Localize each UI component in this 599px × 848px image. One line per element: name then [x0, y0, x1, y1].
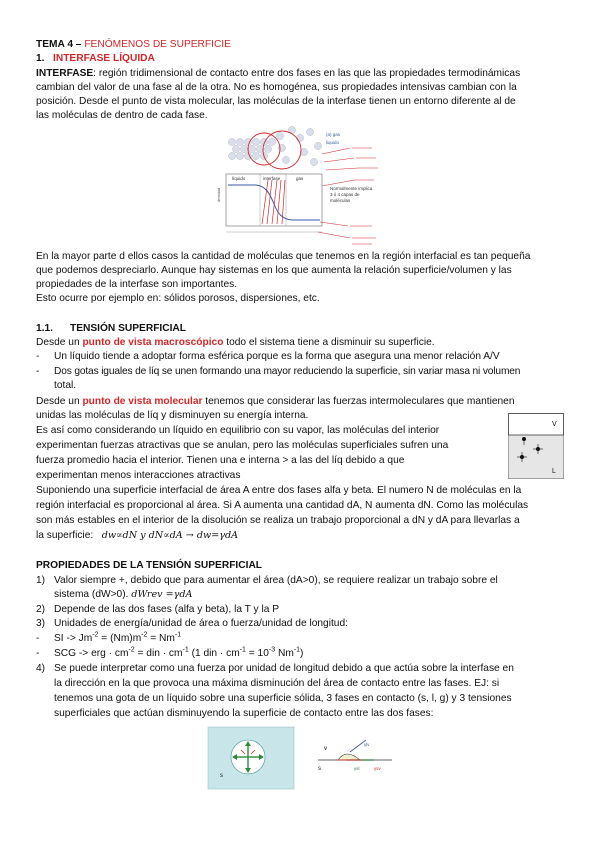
para2-line-4: Esto ocurre por ejemplo en: sólidos porosos, dispersiones, etc.	[36, 293, 320, 304]
micro-line: Desde un punto de vista molecular tenemos que considerar las fuerzas intermoleculares que mantienen	[36, 396, 515, 407]
bullet-1-text: Un líquido tiende a adoptar forma esférica porque es la forma que asegura una menor relación A/V	[54, 351, 500, 362]
intro-line-3: posición. Desde el punto de vista molecular, las moléculas de la interfase tienen un entorno diferente al de	[36, 96, 516, 107]
fig1-note-3: moléculas	[330, 198, 351, 203]
scg-bullet: -	[36, 648, 40, 659]
prop-4-line-1: Se puede interpretar como una fuerza por unidad de longitud debido a que actúa sobre la interfase en	[54, 663, 514, 674]
si-units: SI -> $Jm^{-2} = (Nm)m^{-2} = Nm^{-1}$	[54, 631, 182, 644]
box-label-l: L	[552, 468, 556, 475]
fig2-label-s: s	[220, 773, 223, 779]
fig2-label-v: v	[324, 746, 327, 752]
para2-line-1: En la mayor parte d ellos casos la cantidad de moléculas que tenemos en la región interfacial es tan pequeña	[36, 251, 531, 262]
prop-2-text: Depende de las dos fases (alfa y beta), la T y la P	[54, 604, 280, 615]
fig2-label-sl: γsl	[354, 766, 360, 771]
tema-title: FENÓMENOS DE SUPERFICIE	[84, 39, 231, 50]
prop-4-line-3: tenemos una gota de un líquido sobre una superficie sólida, 3 fases en contacto (s, l, g) y 3 tensiones	[54, 693, 512, 704]
prop-4-num: 4)	[36, 663, 46, 674]
tema-heading: TEMA 4 – FENÓMENOS DE SUPERFICIE	[36, 39, 231, 50]
fig2-label-lv: γlv	[364, 742, 370, 747]
work-rev-equation: dWrev =γdA	[131, 589, 193, 600]
prop-4-line-2: la dirección en la que provoca una máxima disminución del área de contacto entre las fases. EJ: si	[54, 678, 500, 689]
sup-line-3: son más estables en el interior de la disolución se realiza un trabajo proporcional a dN y dA para llevarlas a	[36, 515, 520, 526]
eq-line-4: experimentan menos interacciones atractivas	[36, 470, 241, 481]
prop-4-line-4: superficiales que actúan disminuyendo la superficie de contacto entre las dos fases:	[54, 708, 434, 719]
fig1-label-liquido: líquido	[232, 176, 246, 181]
fig1-ylabel: densidad	[217, 187, 221, 202]
si-bullet: -	[36, 633, 40, 644]
micro-line-2: unidas las moléculas de líq y disminuyen su energía interna.	[36, 410, 309, 421]
bullet-1: -	[36, 351, 40, 362]
prop-2-num: 2)	[36, 604, 46, 615]
bullet-2-text-b: total.	[54, 380, 77, 391]
para2-line-3: propiedades de la interfase son importantes.	[36, 279, 238, 290]
fig1-label-gas: gas	[296, 176, 304, 181]
fig1-label-interfase: interfase	[263, 176, 281, 181]
fig1-note-liquido: liquido	[326, 140, 340, 145]
para2-line-2: que podemos despreciarlo. Aunque hay sistemas en los que aumenta la relación superficie/volumen y las	[36, 265, 512, 276]
intro-line-1: INTERFASE: región tridimensional de contacto entre dos fases en las que las propiedades termodinámicas	[36, 68, 521, 79]
prop-1-line-1: Valor siempre +, debido que para aumentar el área (dA>0), se requiere realizar un trabajo sobre el	[54, 575, 498, 586]
fig1-note-1: Normalmente implica	[330, 186, 373, 191]
drop-forces-figure	[208, 727, 294, 789]
section-1-1-heading: 1.1. TENSIÓN SUPERFICIAL	[36, 323, 187, 334]
fig1-note-gas: (a) gas	[326, 132, 341, 137]
sup-line-4: la superficie: dw∝dN y dN∝dA → dw=γdA	[36, 530, 239, 541]
section-1-heading: 1. INTERFASE LÍQUIDA	[36, 53, 155, 64]
sup-line-2: región interfacial es proporcional al área. Si A aumenta una cantidad dA, N aumenta dN. Como las moléculas	[36, 500, 529, 511]
eq-line-1: Es así como considerando un líquido en equilibrio con su vapor, las moléculas del interior	[36, 425, 440, 436]
bullet-2: -	[36, 366, 40, 377]
box-label-v: V	[552, 421, 557, 428]
intro-line-2: cambian del valor de una fase al de la otra. No es homogénea, sus propiedades intensivas cambian con la	[36, 82, 517, 93]
bullet-2-text-a: Dos gotas iguales de líq se unen formando una mayor reduciendo la superficie, sin variar masa ni volumen	[54, 366, 521, 377]
vapor-liquid-box	[508, 413, 564, 479]
eq-line-2: experimentan fuerzas atractivas que se anulan, pero las moléculas superficiales sufren una	[36, 440, 449, 451]
interface-density-figure	[217, 122, 380, 252]
scg-units: SCG -> erg · $cm^{-2}$ = din · $cm^{-1}$ (1 din · $cm^{-1} = 10^{-3}$ $Nm^{-1}$)	[54, 646, 304, 659]
fig2-label-sv: γsv	[374, 766, 381, 771]
sup-line-1: Suponiendo una superficie interfacial de área A entre dos fases alfa y beta. El numero N de moléculas en la	[36, 485, 522, 496]
props-heading: PROPIEDADES DE LA TENSIÓN SUPERFICIAL	[36, 560, 263, 571]
prop-3-text: Unidades de energía/unidad de área o fuerza/unidad de longitud:	[54, 618, 348, 629]
fig1-note-2: 3 ó 4 capas de	[330, 192, 360, 197]
contact-angle-figure	[316, 730, 396, 775]
prop-1-num: 1)	[36, 575, 46, 586]
fig2-label-s2: s	[318, 766, 321, 772]
intro-line-4: las moléculas de dentro de cada fase.	[36, 110, 208, 121]
work-equation: dw∝dN y dN∝dA → dw=γdA	[101, 530, 239, 541]
eq-line-3: fuerza promedio hacia el interior. Tienen una e interna > a las del líq debido a que	[36, 455, 405, 466]
prop-3-num: 3)	[36, 618, 46, 629]
macro-line: Desde un punto de vista macroscópico todo el sistema tiene a disminuir su superficie.	[36, 337, 435, 348]
prop-1-line-2: sistema (dW>0). dWrev =γdA	[54, 589, 193, 600]
